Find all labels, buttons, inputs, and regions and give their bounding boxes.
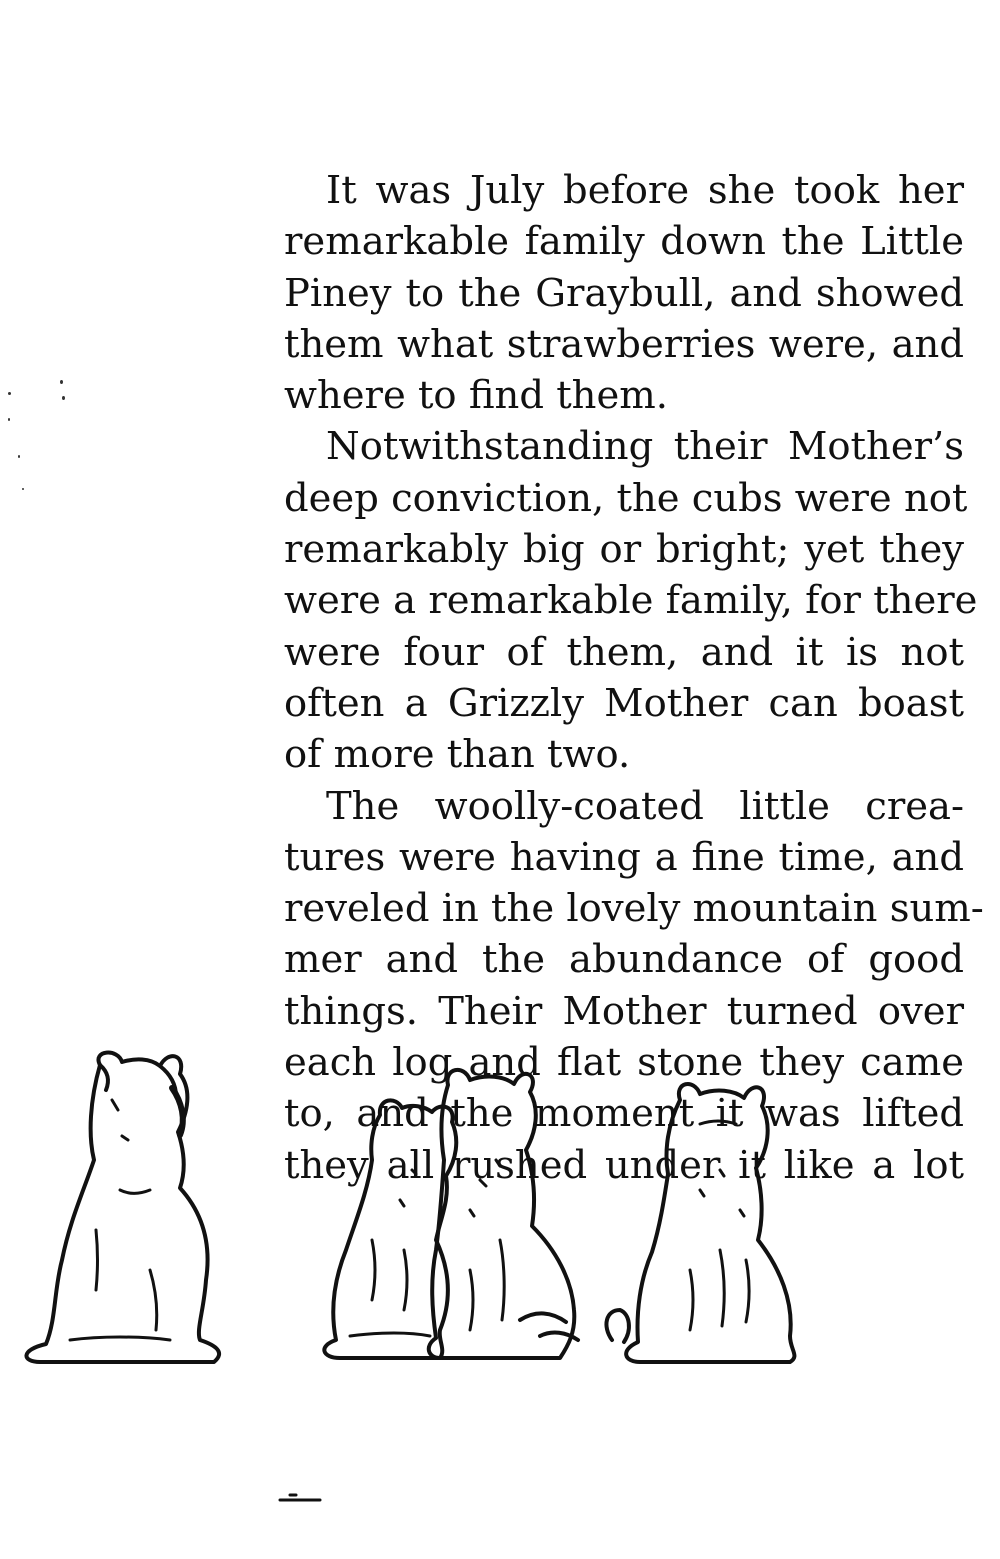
text-line: Piney to the Graybull, and showed bbox=[284, 270, 964, 316]
text-line: them what strawberries were, and bbox=[284, 321, 964, 367]
paragraph-1 bbox=[284, 165, 964, 421]
text-line: Notwithstanding their Mother’s bbox=[326, 424, 964, 470]
text-line: were four of them, and it is not bbox=[284, 629, 964, 675]
text-line: remarkably big or bright; yet they bbox=[284, 527, 964, 573]
text-line: each log and flat stone they came bbox=[284, 1040, 964, 1086]
body-text bbox=[284, 165, 984, 1191]
text-line: mer and the abundance of good bbox=[284, 937, 964, 983]
text-line: tures were having a fine time, and bbox=[284, 834, 964, 880]
text-line: where to find them. bbox=[284, 373, 669, 419]
text-line: It was July before she took her bbox=[326, 168, 964, 213]
print-speck bbox=[22, 488, 24, 490]
print-speck bbox=[8, 392, 11, 395]
text-line: remarkable family down the Little bbox=[284, 219, 964, 265]
print-speck bbox=[62, 396, 65, 400]
text-line: they all rushed under it like a lot bbox=[284, 1142, 964, 1188]
cub-right bbox=[606, 1084, 794, 1362]
text-line: things. Their Mother turned over bbox=[284, 988, 964, 1034]
print-speck bbox=[18, 455, 20, 458]
print-speck bbox=[8, 418, 10, 421]
cub-left bbox=[26, 1053, 219, 1362]
print-speck bbox=[60, 380, 63, 384]
text-line: to, and the moment it was lifted bbox=[284, 1091, 964, 1137]
text-line: deep conviction, the cubs were not bbox=[284, 475, 968, 521]
bear-cubs-illustration bbox=[0, 1040, 1000, 1510]
paragraph-2 bbox=[284, 421, 978, 780]
text-line: often a Grizzly Mother can boast bbox=[284, 680, 964, 726]
text-line: of more than two. bbox=[284, 732, 631, 778]
text-line: reveled in the lovely mountain sum- bbox=[284, 886, 984, 932]
text-line: The woolly-coated little crea- bbox=[326, 783, 964, 829]
text-line: were a remarkable family, for there bbox=[284, 578, 978, 624]
